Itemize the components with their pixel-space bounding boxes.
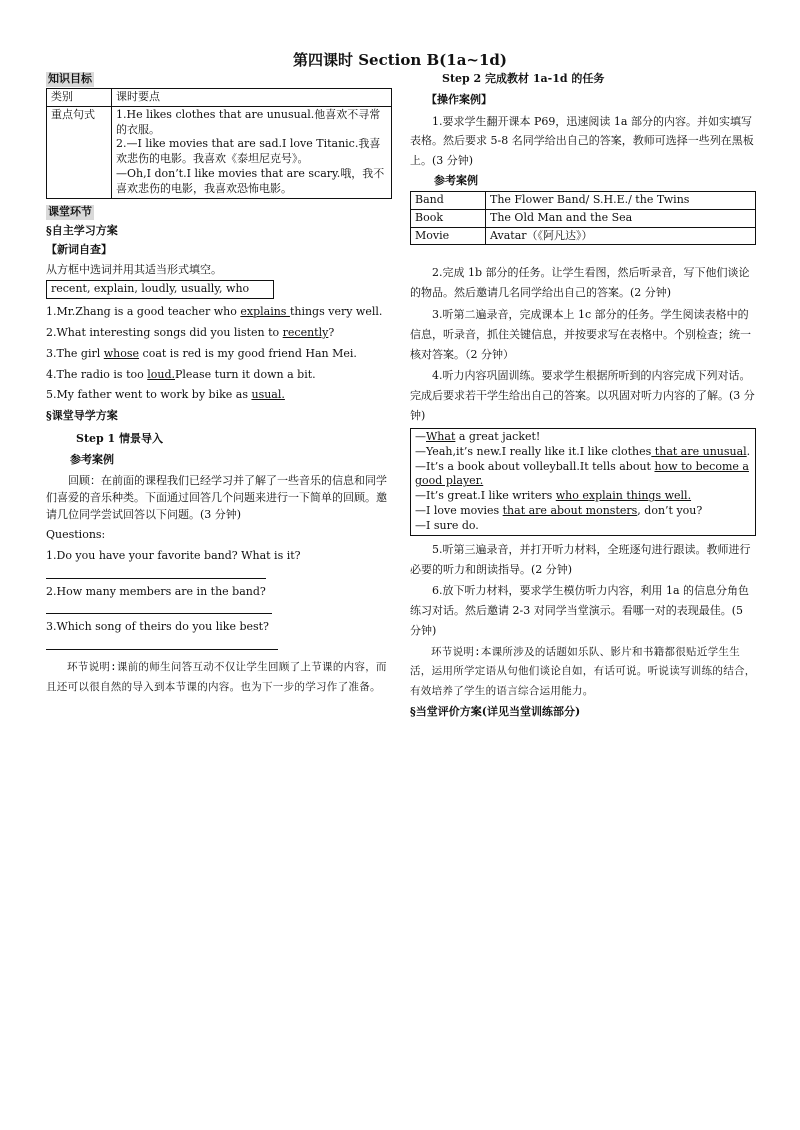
exercise-item: 5.My father went to work by bike as usual.: [46, 388, 285, 402]
key-point: 2.—I like movies that are sad.I love Titanic.我喜欢悲伤的电影。我喜欢《泰坦尼克号》。: [116, 137, 381, 166]
dialog-line: [415, 504, 751, 519]
page-title: 第四课时 Section B(1a~1d): [292, 51, 507, 69]
table-row-label: 重点句式: [47, 106, 112, 198]
new-words-instruction: 从方框中选词并用其适当形式填空。: [46, 263, 222, 277]
questions-label: Questions:: [46, 527, 106, 541]
ref-case-label: 参考案例: [434, 174, 478, 188]
answer: whose: [103, 346, 140, 360]
table-points-cell: [112, 106, 392, 198]
step1-heading: Step 1 情景导入: [76, 432, 164, 446]
dialog-answer: how to become a good player.: [415, 459, 749, 488]
dialog-line: [415, 430, 751, 445]
new-words-heading: 【新词自查】: [46, 243, 112, 257]
left-column: [46, 72, 392, 697]
task-paragraph: 1.要求学生翻开课本 P69，迅速阅读 1a 部分的内容。并如实填写表格。然后要求 5-8 名同学给出自己的答案，教师可选择一些列在黑板上。(3 分钟): [410, 114, 754, 168]
dialog-box: [410, 428, 756, 536]
objectives-heading: 知识目标: [48, 72, 92, 85]
dialog-line: [415, 460, 751, 490]
task-paragraph: 3.听第二遍录音，完成课本上 1c 部分的任务。学生阅读表格中的信息，听录音，抓住关键信息，并按要求写在表格中。个别检查；统一核对答案。（2 分钟）: [410, 308, 751, 361]
table-row: Book The Old Man and the Sea: [411, 209, 756, 227]
key-points-table: [46, 88, 392, 199]
task-paragraph: 2.完成 1b 部分的任务。让学生看图，然后听录音，写下他们谈论的物品。然后邀请几名同学给出自己的答案。(2 分钟): [410, 266, 750, 300]
dialog-line: [415, 519, 751, 534]
eval-heading: §当堂评价方案(详见当堂训练部分): [410, 704, 581, 718]
question: 2.How many members are in the band?: [46, 584, 266, 598]
dialog-answer: who explain things well.: [555, 489, 692, 503]
dialog-text: .: [746, 444, 751, 458]
dialog-text: —It’s a book about volleyball.It tells about: [415, 459, 655, 473]
op-heading: 【操作案例】: [426, 92, 492, 106]
exercise-list: [46, 305, 392, 403]
reference-table: [410, 191, 756, 246]
dialog-answer: that are about monsters: [502, 504, 638, 518]
class-heading: 课堂环节: [48, 204, 92, 218]
right-column: [410, 72, 756, 720]
dialog-text: —Yeah,it’s new.I really like it.I like clothes: [415, 444, 652, 458]
table-row: Movie Avatar（《阿凡达》）: [411, 227, 756, 245]
answer: explains: [240, 304, 290, 318]
key-point: 1.He likes clothes that are unusual.他喜欢不寻常的衣服。: [116, 107, 381, 136]
section-note: 环节说明:课前的师生问答互动不仅让学生回顾了上节课的内容，而且还可以很自然的导入到本节课的内容。也为下一步的学习作了准备。: [46, 661, 387, 693]
exercise-item: 2.What interesting songs did you listen to recently?: [46, 325, 335, 339]
table-header-points: 课时要点: [112, 88, 392, 106]
dialog-line: [415, 489, 751, 504]
question: 3.Which song of theirs do you like best?: [46, 620, 269, 634]
answer: recently: [282, 325, 329, 339]
task-paragraph: 5.听第三遍录音，并打开听力材料，全班逐句进行跟读。教师进行必要的听力和朗读指导。(2 分钟): [410, 542, 751, 576]
question: 1.Do you have your favorite band? What is it?: [46, 548, 301, 562]
exercise-item: 1.Mr.Zhang is a good teacher who explains things very well.: [46, 304, 383, 318]
dialog-text: , don’t you?: [637, 504, 703, 518]
table-row: Band The Flower Band/ S.H.E./ the Twins: [411, 191, 756, 209]
dialog-answer: What: [426, 429, 456, 443]
table-header-category: 类别: [47, 88, 112, 106]
review-text: 回顾：在前面的课程我们已经学习并了解了一些音乐的信息和同学们喜爱的音乐种类。下面通过回答几个问题来进行一下简单的回顾。邀请几位同学尝试回答以下问题。(3 分钟): [46, 473, 387, 521]
dialog-text: —I love movies: [415, 504, 503, 518]
exercise-item: 3.The girl whose coat is red is my good friend Han Mei.: [46, 346, 357, 360]
dialog-text: —: [415, 429, 426, 443]
answer: usual.: [251, 388, 285, 402]
task-paragraph: 6.放下听力材料，要求学生模仿听力内容，利用 1a 的信息分角色练习对话。然后邀请 2-3 对同学当堂演示。看哪一对的表现最佳。(5 分钟): [410, 584, 750, 637]
guide-heading: §课堂导学方案: [46, 409, 118, 423]
dialog-line: [415, 445, 751, 460]
answer-line[interactable]: [46, 564, 266, 579]
answer: loud.: [147, 367, 176, 381]
answer-line[interactable]: [46, 599, 272, 614]
dialog-text: —I sure do.: [415, 518, 479, 532]
ref-case-label: 参考案例: [70, 452, 114, 466]
exercise-item: 4.The radio is too loud.Please turn it down a bit.: [46, 367, 316, 381]
key-point: —Oh,I don’t.I like movies that are scary.哦，我不喜欢悲伤的电影，我喜欢恐怖电影。: [116, 167, 385, 195]
step2-heading: Step 2 完成教材 1a-1d 的任务: [442, 72, 605, 85]
self-study-heading: §自主学习方案: [46, 223, 118, 237]
dialog-text: a great jacket!: [455, 429, 541, 443]
answer-line[interactable]: [46, 635, 278, 650]
word-box: recent, explain, loudly, usually, who: [46, 280, 274, 299]
task-paragraph: 4.听力内容巩固训练。要求学生根据所听到的内容完成下列对话。完成后要求若干学生给出自己的答案。以巩固对听力内容的了解。(3 分钟): [410, 369, 755, 423]
dialog-lines: [415, 430, 751, 534]
dialog-answer: that are unusual: [651, 444, 747, 458]
dialog-text: —It’s great.I like writers: [415, 489, 556, 503]
section-note: 环节说明:本课所涉及的话题如乐队、影片和书籍都很贴近学生生活，运用所学定语从句他们谈论自如，有话可说。听说读写训练的结合，有效培养了学生的语言综合运用能力。: [410, 645, 756, 697]
